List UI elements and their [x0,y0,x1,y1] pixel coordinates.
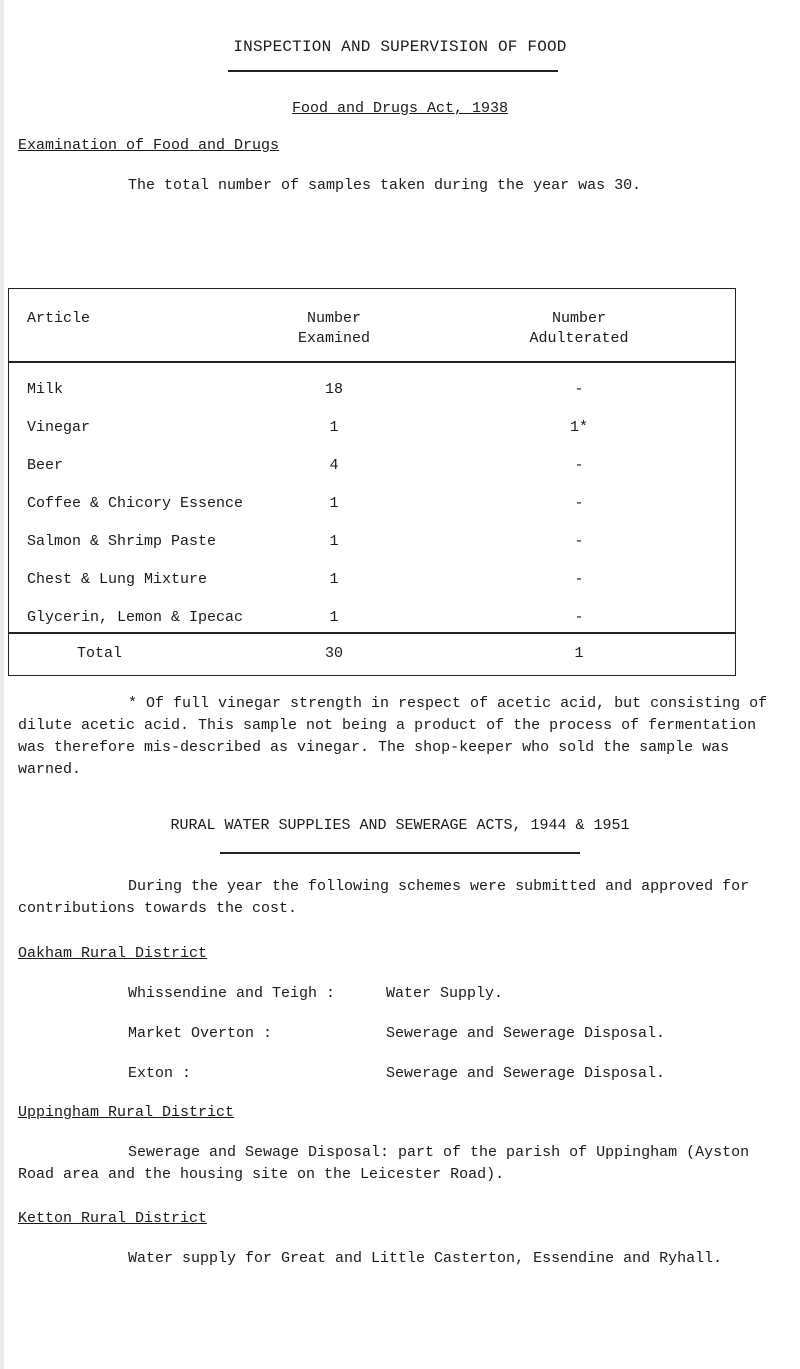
vinegar-footnote: * Of full vinegar strength in respect of acetic acid, but consisting of dilute acetic acid. This sample not being a product of the process of fermentation was therefore mis-described as vinegar. The shop-keeper who sold the sample was warned. [18,695,768,778]
scheme-type: Water Supply. [386,985,504,1002]
ketton-text: Water supply for Great and Little Casterton, Essendine and Ryhall. [128,1250,723,1267]
header-examined-2: Examined [297,330,370,347]
total-adulterated: 1 [574,645,584,662]
row-examined: 1 [329,533,339,550]
row-article: Chest & Lung Mixture [27,571,208,588]
uppingham-heading: Uppingham Rural District [18,1104,235,1121]
scheme-place: Whissendine and Teigh : [128,985,336,1002]
ketton-heading: Ketton Rural District [18,1210,208,1227]
row-adulterated: - [574,609,584,626]
act-title: Food and Drugs Act, 1938 [291,100,509,117]
header-rule [9,361,735,363]
row-article: Glycerin, Lemon & Ipecac [27,609,244,626]
row-examined: 1 [329,495,339,512]
row-examined: 4 [329,457,339,474]
row-adulterated: - [574,457,584,474]
oakham-heading: Oakham Rural District [18,945,208,962]
row-article: Beer [27,457,64,474]
scan-edge [0,0,4,1369]
row-article: Salmon & Shrimp Paste [27,533,217,550]
total-label: Total [77,645,123,662]
row-adulterated: 1* [569,419,588,436]
total-examined: 30 [324,645,343,662]
title-rule [228,70,558,72]
samples-intro: The total number of samples taken during the year was 30. [128,177,642,194]
water-intro: During the year the following schemes were submitted and approved for contributions towards the cost. [18,878,750,917]
row-adulterated: - [574,533,584,550]
row-article: Milk [27,381,64,398]
samples-table [8,288,736,676]
row-examined: 1 [329,571,339,588]
row-examined: 1 [329,609,339,626]
section-heading: Examination of Food and Drugs [18,137,280,154]
page-title: INSPECTION AND SUPERVISION OF FOOD [233,38,567,56]
scheme-type: Sewerage and Sewerage Disposal. [386,1025,666,1042]
header-examined-1: Number [306,310,361,327]
row-adulterated: - [574,495,584,512]
row-adulterated: - [574,571,584,588]
scheme-place: Exton : [128,1065,192,1082]
row-examined: 18 [324,381,343,398]
row-article: Vinegar [27,419,91,436]
uppingham-text: Sewerage and Sewage Disposal: part of the parish of Uppingham (Ayston Road area and the housing site on the Leicester Road). [18,1144,750,1183]
total-rule [9,632,735,634]
row-article: Coffee & Chicory Essence [27,495,244,512]
header-adulterated-1: Number [551,310,606,327]
scheme-place: Market Overton : [128,1025,273,1042]
row-examined: 1 [329,419,339,436]
water-heading: RURAL WATER SUPPLIES AND SEWERAGE ACTS, 1944 & 1951 [170,817,630,834]
water-heading-rule [220,852,580,854]
row-adulterated: - [574,381,584,398]
scheme-type: Sewerage and Sewerage Disposal. [386,1065,666,1082]
header-adulterated-2: Adulterated [529,330,629,347]
header-article: Article [27,310,91,327]
